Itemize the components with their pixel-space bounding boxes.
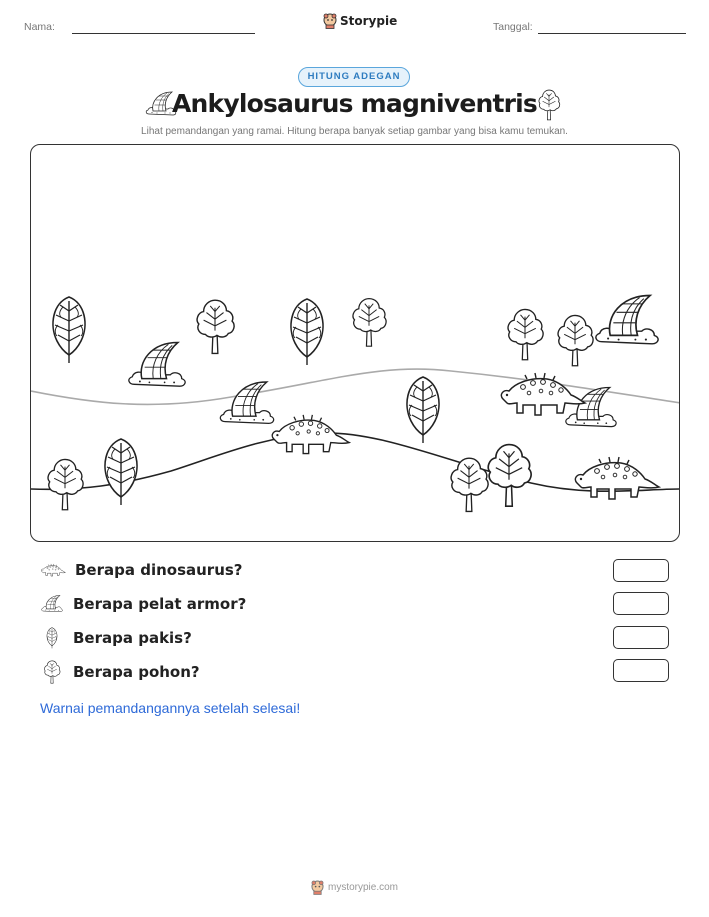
name-label: Nama: <box>24 21 55 33</box>
fern-3 <box>407 377 439 443</box>
answer-box-armor-plate[interactable] <box>613 592 669 615</box>
question-fern <box>40 627 192 649</box>
question-text: Berapa dinosaurus? <box>75 561 243 579</box>
fern-icon <box>40 627 64 649</box>
answer-box-dinosaur[interactable] <box>613 559 669 582</box>
site-footer <box>0 880 709 895</box>
tree-icon <box>534 89 564 121</box>
tree-3 <box>508 309 543 359</box>
armor-plate-icon <box>40 594 64 614</box>
fern-2 <box>291 299 323 365</box>
question-text: Berapa pohon? <box>73 663 200 681</box>
coloring-note: Warnai pemandangannya setelah selesai! <box>40 700 301 716</box>
armor-plate-1 <box>596 296 658 344</box>
storypie-mascot-icon <box>323 13 337 29</box>
question-text: Berapa pakis? <box>73 629 192 647</box>
storypie-mascot-icon <box>311 880 324 895</box>
dinosaur-2 <box>272 415 349 454</box>
answer-box-fern[interactable] <box>613 626 669 649</box>
tree-2 <box>353 299 386 347</box>
question-dinosaur <box>40 561 243 579</box>
counting-scene <box>30 144 680 542</box>
scene-illustration <box>31 145 680 542</box>
tree-icon <box>40 660 64 684</box>
dinosaur-icon <box>40 561 66 579</box>
answer-box-tree[interactable] <box>613 659 669 682</box>
name-line[interactable] <box>72 33 255 34</box>
date-label: Tanggal: <box>493 21 533 33</box>
question-text: Berapa pelat armor? <box>73 595 247 613</box>
dinosaur-3 <box>575 457 659 499</box>
fern-4 <box>105 439 137 505</box>
armor-plate-2 <box>129 343 185 387</box>
fern-1 <box>53 297 85 363</box>
site-url: mystorypie.com <box>327 882 398 893</box>
tree-5 <box>48 459 83 509</box>
tree-6 <box>451 458 488 511</box>
brand-logo <box>323 13 397 29</box>
page-title: Ankylosaurus magniventris <box>171 89 538 118</box>
instructions: Lihat pemandangan yang ramai. Hitung berapa banyak setiap gambar yang bisa kamu temukan. <box>141 126 568 137</box>
tree-1 <box>197 300 234 353</box>
brand-name: Storypie <box>340 14 398 28</box>
tree-7 <box>488 445 531 507</box>
tree-4 <box>558 315 593 365</box>
armor-plate-4 <box>566 388 616 427</box>
activity-badge: HITUNG ADEGAN <box>298 67 410 87</box>
question-tree <box>40 660 200 684</box>
date-line[interactable] <box>538 33 686 34</box>
armor-plate-3 <box>220 382 273 423</box>
question-armor-plate <box>40 594 246 614</box>
dinosaur-1 <box>501 373 585 415</box>
